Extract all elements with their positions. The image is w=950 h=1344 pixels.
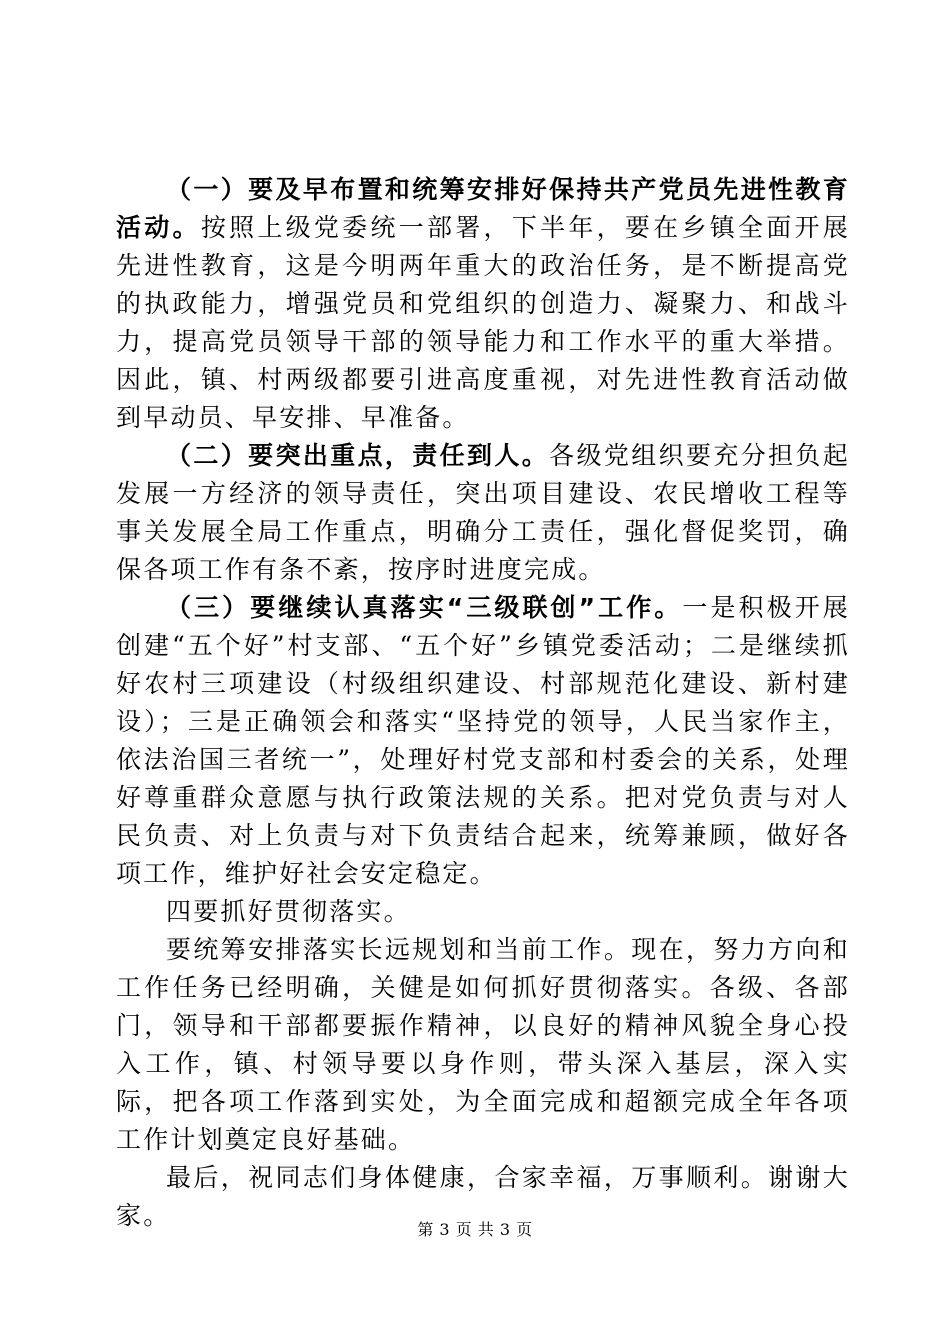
page-footer (0, 1217, 950, 1240)
paragraph-4-text: 四要抓好贯彻落实。 (166, 897, 411, 926)
paragraph-1 (116, 171, 850, 437)
paragraph-2-heading: （二）要突出重点，责任到人。 (166, 441, 550, 470)
paragraph-2 (116, 437, 850, 589)
document-body (116, 171, 850, 1235)
paragraph-3 (116, 589, 850, 893)
paragraph-1-text: 按照上级党委统一部署，下半年，要在乡镇全面开展先进性教育，这是今明两年重大的政治任务，是不断提高党的执政能力，增强党员和党组织的创造力、凝聚力、和战斗力，提高党员领导干部的领导能力和工作水平的重大举措。因此，镇、村两级都要引进高度重视，对先进性教育活动做到早动员、早安排、早准备。 (116, 213, 850, 432)
paragraph-3-heading: （三）要继续认真落实“三级联创”工作。 (166, 593, 683, 622)
paragraph-5 (116, 931, 850, 1159)
paragraph-5-text: 要统筹安排落实长远规划和当前工作。现在，努力方向和工作任务已经明确，关健是如何抓好贯彻落实。各级、各部门，领导和干部都要振作精神，以良好的精神风貌全身心投入工作，镇、村领导要以身作则，带头深入基层，深入实际，把各项工作落到实处，为全面完成和超额完成全年各项工作计划奠定良好基础。 (116, 935, 850, 1154)
paragraph-3-text: 一是积极开展创建“五个好”村支部、“五个好”乡镇党委活动；二是继续抓好农村三项建设（村级组织建设、村部规范化建设、新村建设）；三是正确领会和落实“坚持党的领导，人民当家作主，依法治国三者统一”，处理好村党支部和村委会的关系，处理好尊重群众意愿与执行政策法规的关系。把对党负责与对人民负责、对上负责与对下负责结合起来，统筹兼顾，做好各项工作，维护好社会安定稳定。 (116, 593, 850, 888)
paragraph-4 (116, 893, 850, 931)
paragraph-6-text: 最后，祝同志们身体健康，合家幸福，万事顺利。谢谢大家。 (116, 1163, 850, 1230)
paragraph-2-text: 各级党组织要充分担负起发展一方经济的领导责任，突出项目建设、农民增收工程等事关发展全局工作重点，明确分工责任，强化督促奖罚，确保各项工作有条不紊，按序时进度完成。 (116, 441, 851, 584)
paragraph-1-heading: （一）要及早布置和统筹安排好保持共产党员先进性教育活动。 (116, 175, 850, 242)
page-number-label: 第 3 页 共 3 页 (417, 1220, 533, 1239)
